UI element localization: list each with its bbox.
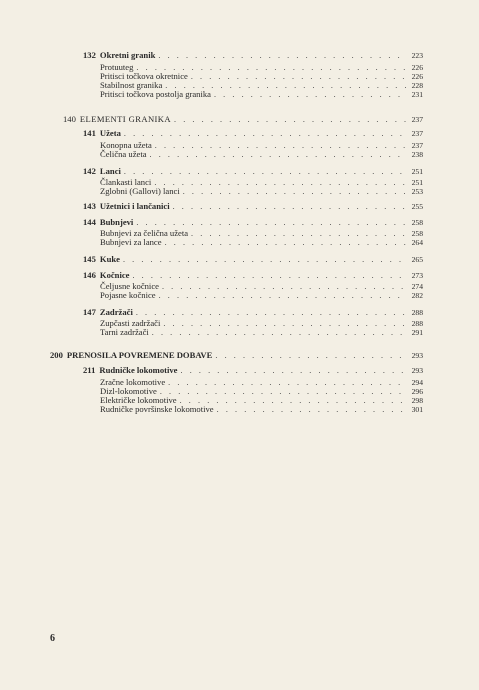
entry-title: Rudničke površinske lokomotive: [100, 404, 214, 414]
leader-dots: [174, 115, 406, 125]
entry-number: 142: [83, 166, 96, 176]
entry-page: 228: [411, 81, 423, 90]
entry-title: Užetnici i lančanici: [99, 201, 170, 211]
entry-page: 223: [411, 51, 423, 60]
entry-page: 251: [411, 167, 423, 176]
toc-entry: [63, 114, 423, 124]
entry-title: Okretni granik: [99, 50, 156, 60]
toc-entry: [100, 89, 423, 99]
entry-page: 231: [411, 90, 423, 99]
toc-entry: [100, 186, 423, 196]
entry-title: Bubnjevi za čelična užeta: [100, 228, 189, 238]
page-number: 6: [50, 633, 55, 644]
entry-page: 226: [411, 72, 423, 81]
entry-title: Čelična užeta: [100, 149, 147, 159]
leader-dots: [136, 308, 406, 318]
entry-page: 237: [411, 115, 423, 124]
toc-entry: [83, 217, 423, 227]
entry-title: ELEMENTI GRANIKA: [79, 114, 172, 124]
entry-page: 291: [411, 328, 423, 337]
toc-entry: [100, 290, 423, 300]
leader-dots: [123, 255, 406, 265]
entry-title: Člankasti lanci: [100, 177, 152, 187]
entry-page: 288: [411, 319, 423, 328]
entry-title: PRENOSILA POVREMENE DOBAVE: [66, 350, 213, 360]
entry-number: 211: [83, 365, 96, 375]
entry-title: Električke lokomotive: [100, 395, 177, 405]
entry-page: 251: [411, 178, 423, 187]
leader-dots: [159, 291, 406, 301]
toc-entry: [83, 50, 423, 60]
entry-title: Tarni zadržači: [100, 327, 149, 337]
entry-number: 144: [83, 217, 96, 227]
entry-title: Pritisci točkova postolja granika: [100, 89, 211, 99]
toc-entry: [100, 327, 423, 337]
toc-entry: [83, 307, 423, 317]
toc-entry: [100, 237, 423, 247]
leader-dots: [165, 238, 406, 248]
toc-entry: [83, 166, 423, 176]
entry-page: 255: [411, 202, 423, 211]
entry-title: Zglobni (Gallovi) lanci: [100, 186, 180, 196]
leader-dots: [136, 218, 406, 228]
entry-page: 273: [411, 271, 423, 280]
entry-title: Zupčasti zadržači: [100, 318, 161, 328]
entry-page: 237: [411, 129, 423, 138]
entry-title: Kuke: [99, 254, 120, 264]
entry-page: 238: [411, 150, 423, 159]
toc-entry: [100, 404, 423, 414]
leader-dots: [124, 167, 406, 177]
entry-title: Protuuteg: [100, 62, 134, 72]
leader-dots: [215, 351, 406, 361]
leader-dots: [124, 129, 406, 139]
entry-title: Zračne lokomotive: [100, 377, 166, 387]
entry-title: Stabilnost granika: [100, 80, 163, 90]
entry-page: 274: [411, 282, 423, 291]
leader-dots: [132, 271, 406, 281]
entry-number: 141: [83, 128, 96, 138]
entry-page: 293: [411, 351, 423, 360]
entry-number: 132: [83, 50, 96, 60]
leader-dots: [217, 405, 406, 415]
entry-page: 253: [411, 187, 423, 196]
entry-page: 226: [411, 63, 423, 72]
entry-number: 140: [63, 114, 76, 124]
entry-number: 200: [50, 350, 63, 360]
leader-dots: [214, 90, 406, 100]
leader-dots: [152, 328, 406, 338]
entry-title: Lanci: [99, 166, 121, 176]
entry-page: 288: [411, 308, 423, 317]
entry-page: 258: [411, 229, 423, 238]
leader-dots: [158, 51, 406, 61]
toc-entry: [50, 350, 423, 360]
entry-title: Užeta: [99, 128, 121, 138]
toc-entry: [83, 201, 423, 211]
entry-page: 296: [411, 387, 423, 396]
entry-title: Bubnjevi za lance: [100, 237, 162, 247]
leader-dots: [183, 187, 406, 197]
entry-title: Pojasne kočnice: [100, 290, 156, 300]
entry-number: 145: [83, 254, 96, 264]
entry-title: Kočnice: [99, 270, 130, 280]
entry-page: 301: [411, 405, 423, 414]
toc-entry: [83, 128, 423, 138]
toc-entry: [83, 254, 423, 264]
entry-title: Konopna užeta: [100, 140, 152, 150]
entry-title: Rudničke lokomotive: [99, 365, 178, 375]
entry-title: Čeljusne kočnice: [100, 281, 159, 291]
entry-title: Zadržači: [99, 307, 133, 317]
entry-title: Bubnjevi: [99, 217, 134, 227]
entry-number: 143: [83, 201, 96, 211]
entry-number: 146: [83, 270, 96, 280]
entry-page: 258: [411, 218, 423, 227]
entry-page: 282: [411, 291, 423, 300]
leader-dots: [150, 150, 406, 160]
entry-page: 298: [411, 396, 423, 405]
toc-entry: [100, 149, 423, 159]
leader-dots: [173, 202, 406, 212]
leader-dots: [181, 366, 407, 376]
entry-page: 293: [411, 366, 423, 375]
toc-entry: [83, 270, 423, 280]
entry-title: Pritisci točkova okretnice: [100, 71, 188, 81]
entry-page: 265: [411, 255, 423, 264]
entry-page: 294: [411, 378, 423, 387]
entry-title: Dizl-lokomotive: [100, 386, 157, 396]
entry-number: 147: [83, 307, 96, 317]
entry-page: 237: [411, 141, 423, 150]
toc-entry: [83, 365, 423, 375]
entry-page: 264: [411, 238, 423, 247]
